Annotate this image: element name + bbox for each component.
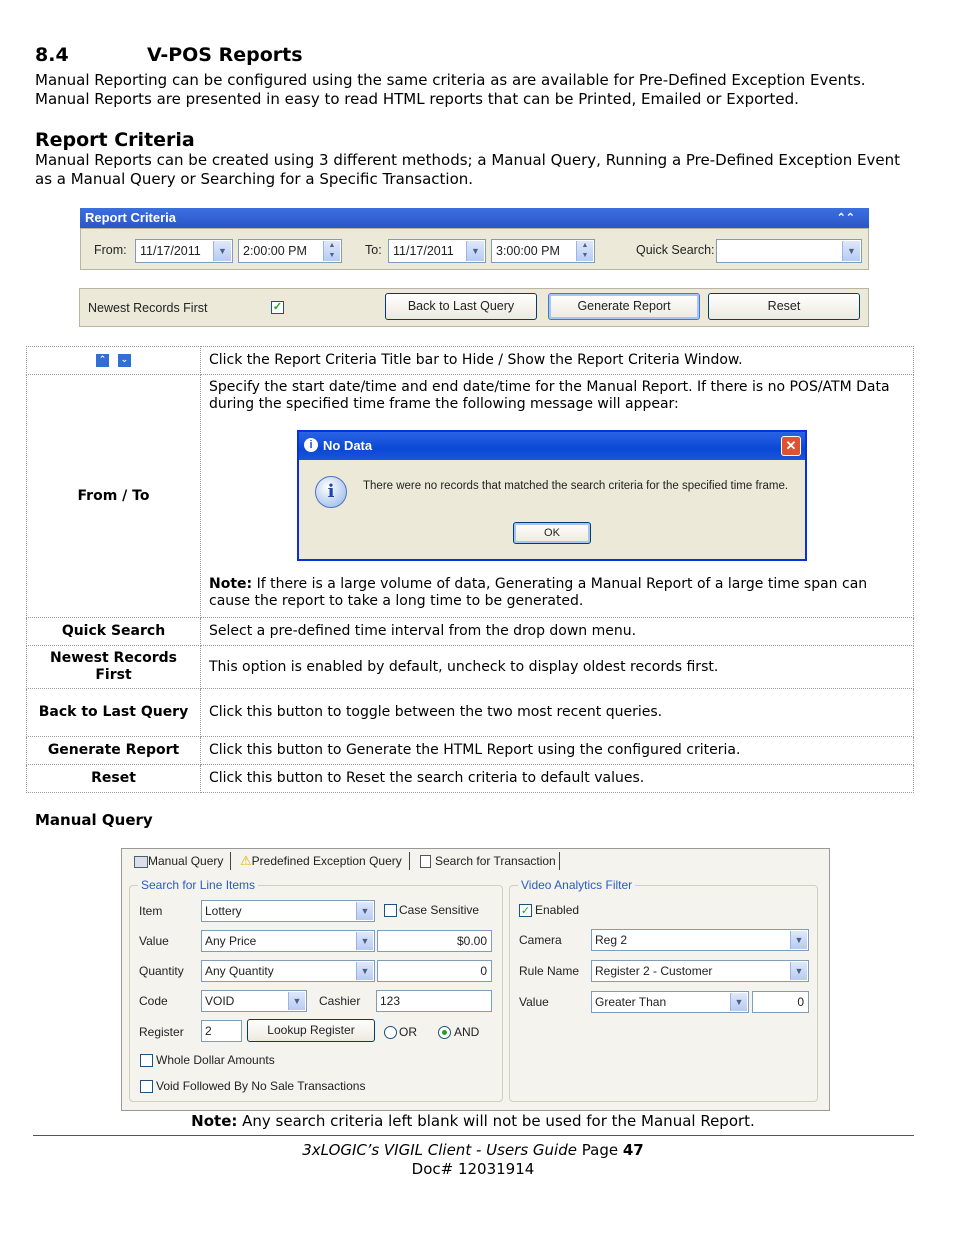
table-key: Newest Records First	[27, 646, 201, 689]
chevron-down-icon[interactable]: ▼	[356, 962, 373, 980]
from-to-note	[209, 576, 905, 610]
void-followed-label: Void Followed By No Sale Transactions	[156, 1079, 366, 1093]
quick-search-label: Quick Search:	[636, 243, 715, 257]
quick-search-select[interactable]	[716, 239, 862, 263]
chevron-down-icon[interactable]: ▼	[790, 962, 807, 980]
and-radio[interactable]	[438, 1026, 451, 1039]
from-date-value: 11/17/2011	[140, 244, 201, 258]
report-criteria-titlebar[interactable]	[80, 208, 869, 228]
from-to-description: Specify the start date/time and end date/time for the Manual Report. If there is no POS/ATM Data during the specified time frame the following message will appear:	[209, 379, 890, 412]
value-label: Value	[139, 934, 169, 948]
register-field[interactable]: 2	[201, 1020, 242, 1042]
note-text: Any search criteria left blank will not be used for the Manual Report.	[237, 1112, 755, 1130]
document-icon	[420, 855, 431, 868]
va-value-label: Value	[519, 995, 549, 1009]
lookup-register-button[interactable]: Lookup Register	[247, 1019, 375, 1042]
footer-line	[0, 1141, 946, 1159]
table-key: Reset	[27, 765, 201, 793]
table-key: From / To	[27, 375, 201, 618]
enabled-label: Enabled	[535, 903, 580, 917]
report-criteria-panel	[80, 208, 869, 270]
to-time-value: 3:00:00 PM	[496, 244, 560, 258]
table-cell: Click the Report Criteria Title bar to Hide / Show the Report Criteria Window.	[201, 347, 914, 375]
footer-divider	[33, 1135, 914, 1136]
rule-name-value: Register 2 - Customer	[595, 964, 713, 978]
to-date-value: 11/17/2011	[393, 244, 454, 258]
item-value: Lottery	[205, 904, 242, 918]
register-label: Register	[139, 1025, 184, 1039]
reset-button[interactable]: Reset	[708, 293, 860, 320]
table-cell: Click this button to Generate the HTML Report using the configured criteria.	[201, 737, 914, 765]
value-select-value: Any Price	[205, 934, 257, 948]
dialog-titlebar	[299, 432, 805, 460]
va-value-select[interactable]	[591, 991, 749, 1013]
table-cell: Select a pre-defined time interval from the drop down menu.	[201, 618, 914, 646]
report-actions-bar	[79, 288, 869, 327]
whole-dollar-checkbox[interactable]	[140, 1054, 153, 1067]
value-select[interactable]	[201, 930, 375, 952]
page-word: Page	[581, 1141, 619, 1159]
expand-icon: ⌃	[96, 354, 109, 367]
code-value: VOID	[205, 994, 235, 1008]
table-cell: This option is enabled by default, uncheck to display oldest records first.	[201, 646, 914, 689]
to-label: To:	[365, 243, 382, 257]
rule-name-label: Rule Name	[519, 964, 580, 978]
cashier-field[interactable]: 123	[376, 990, 492, 1012]
ok-button[interactable]: OK	[513, 522, 591, 544]
quantity-select-value: Any Quantity	[205, 964, 274, 978]
item-label: Item	[139, 904, 163, 918]
chevron-down-icon[interactable]: ▼	[288, 992, 305, 1010]
manual-query-panel	[121, 848, 830, 1111]
table-row	[27, 689, 914, 737]
report-criteria-heading: Report Criteria	[35, 129, 195, 151]
back-to-last-query-button[interactable]: Back to Last Query	[385, 293, 537, 320]
table-row	[27, 765, 914, 793]
section-number: 8.4	[35, 44, 69, 66]
tab-label: Manual Query	[148, 854, 224, 868]
case-sensitive-label: Case Sensitive	[399, 903, 480, 917]
close-icon[interactable]: ✕	[781, 436, 801, 456]
or-label: OR	[399, 1025, 417, 1039]
whole-dollar-label: Whole Dollar Amounts	[156, 1053, 275, 1067]
tab-predefined-exception-query[interactable]	[240, 851, 402, 871]
table-cell: Click this button to Reset the search criteria to default values.	[201, 765, 914, 793]
newest-first-checkbox[interactable]: ✓	[272, 301, 283, 313]
code-select[interactable]	[201, 990, 307, 1012]
dialog-title: No Data	[323, 438, 373, 453]
tab-search-for-transaction[interactable]	[420, 851, 556, 871]
toggle-icons-cell	[27, 347, 201, 375]
video-analytics-group-title: Video Analytics Filter	[518, 878, 635, 892]
no-data-dialog	[297, 430, 807, 561]
report-criteria-title: Report Criteria	[85, 210, 177, 225]
chevron-down-icon[interactable]: ▼	[842, 241, 860, 261]
table-row	[27, 737, 914, 765]
to-date-field[interactable]	[388, 239, 486, 263]
tab-label: Search for Transaction	[435, 854, 556, 868]
collapse-icon[interactable]: ⌃⌃	[836, 212, 855, 224]
info-icon: i	[315, 476, 347, 508]
warning-icon: ⚠	[240, 853, 252, 868]
void-followed-checkbox[interactable]	[140, 1080, 153, 1093]
doc-number: Doc# 12031914	[411, 1160, 535, 1178]
chevron-down-icon[interactable]: ▼	[466, 241, 484, 261]
collapse-icon: ⌄	[118, 354, 131, 367]
quantity-select[interactable]	[201, 960, 375, 982]
to-time-field[interactable]	[491, 239, 595, 263]
cashier-label: Cashier	[319, 994, 361, 1008]
value-amount-field[interactable]: $0.00	[377, 930, 492, 952]
spinner-icon[interactable]: ▲ ▼	[323, 241, 340, 261]
from-date-field[interactable]	[135, 239, 233, 263]
table-row	[27, 347, 914, 375]
info-icon: i	[304, 438, 318, 452]
rule-name-select[interactable]	[591, 960, 809, 982]
bottom-note	[0, 1112, 946, 1130]
quantity-label: Quantity	[139, 964, 184, 978]
dialog-message: There were no records that matched the search criteria for the specified time frame.	[363, 480, 789, 492]
table-cell: Click this button to toggle between the two most recent queries.	[201, 689, 914, 737]
chevron-down-icon[interactable]: ▼	[356, 902, 373, 920]
chevron-down-icon[interactable]: ▼	[730, 993, 747, 1011]
table-key: Generate Report	[27, 737, 201, 765]
from-time-value: 2:00:00 PM	[243, 244, 307, 258]
table-key: Back to Last Query	[27, 689, 201, 737]
quantity-amount-field[interactable]: 0	[377, 960, 492, 982]
va-value-select-value: Greater Than	[595, 995, 667, 1009]
camera-select[interactable]	[591, 929, 809, 951]
table-row	[27, 646, 914, 689]
generate-report-button[interactable]: Generate Report	[548, 293, 700, 320]
note-label: Note:	[209, 576, 253, 592]
va-value-amount-field[interactable]: 0	[752, 991, 809, 1013]
code-label: Code	[139, 994, 168, 1008]
spinner-icon[interactable]: ▲ ▼	[576, 241, 593, 261]
case-sensitive-checkbox[interactable]	[384, 904, 397, 917]
query-icon	[134, 856, 148, 868]
reference-table	[26, 346, 914, 793]
and-label: AND	[454, 1025, 480, 1039]
tab-label: Predefined Exception Query	[251, 854, 402, 868]
or-radio[interactable]	[384, 1026, 397, 1039]
item-select[interactable]	[201, 900, 375, 922]
enabled-checkbox[interactable]: ✓	[520, 904, 531, 917]
note-label: Note:	[191, 1112, 238, 1130]
guide-title: 3xLOGIC’s VIGIL Client - Users Guide	[302, 1141, 577, 1159]
newest-first-label: Newest Records First	[88, 301, 208, 315]
intro-paragraph: Manual Reporting can be configured using the same criteria as are available for Pre-Defined Exception Events. Manual Reports are presented in easy to read HTML reports that can be Printed, Emailed or Exported.	[35, 71, 866, 108]
line-items-group-title: Search for Line Items	[138, 878, 258, 892]
report-criteria-paragraph: Manual Reports can be created using 3 different methods; a Manual Query, Running a Pre-Defined Exception Event as a Manual Query or Searching for a Specific Transaction.	[35, 151, 900, 188]
from-time-field[interactable]	[238, 239, 342, 263]
manual-query-heading: Manual Query	[35, 811, 153, 829]
chevron-down-icon[interactable]: ▼	[356, 932, 373, 950]
note-text: If there is a large volume of data, Generating a Manual Report of a large time span can cause the report to take a long time to be generated.	[209, 576, 868, 609]
section-title: V-POS Reports	[147, 44, 303, 66]
tab-manual-query[interactable]	[134, 851, 223, 871]
camera-value: Reg 2	[595, 933, 628, 947]
table-row	[27, 618, 914, 646]
page-number: 47	[622, 1141, 644, 1159]
chevron-down-icon[interactable]: ▼	[213, 241, 231, 261]
chevron-down-icon[interactable]: ▼	[790, 931, 807, 949]
from-label: From:	[94, 243, 127, 257]
table-key: Quick Search	[27, 618, 201, 646]
camera-label: Camera	[519, 933, 562, 947]
